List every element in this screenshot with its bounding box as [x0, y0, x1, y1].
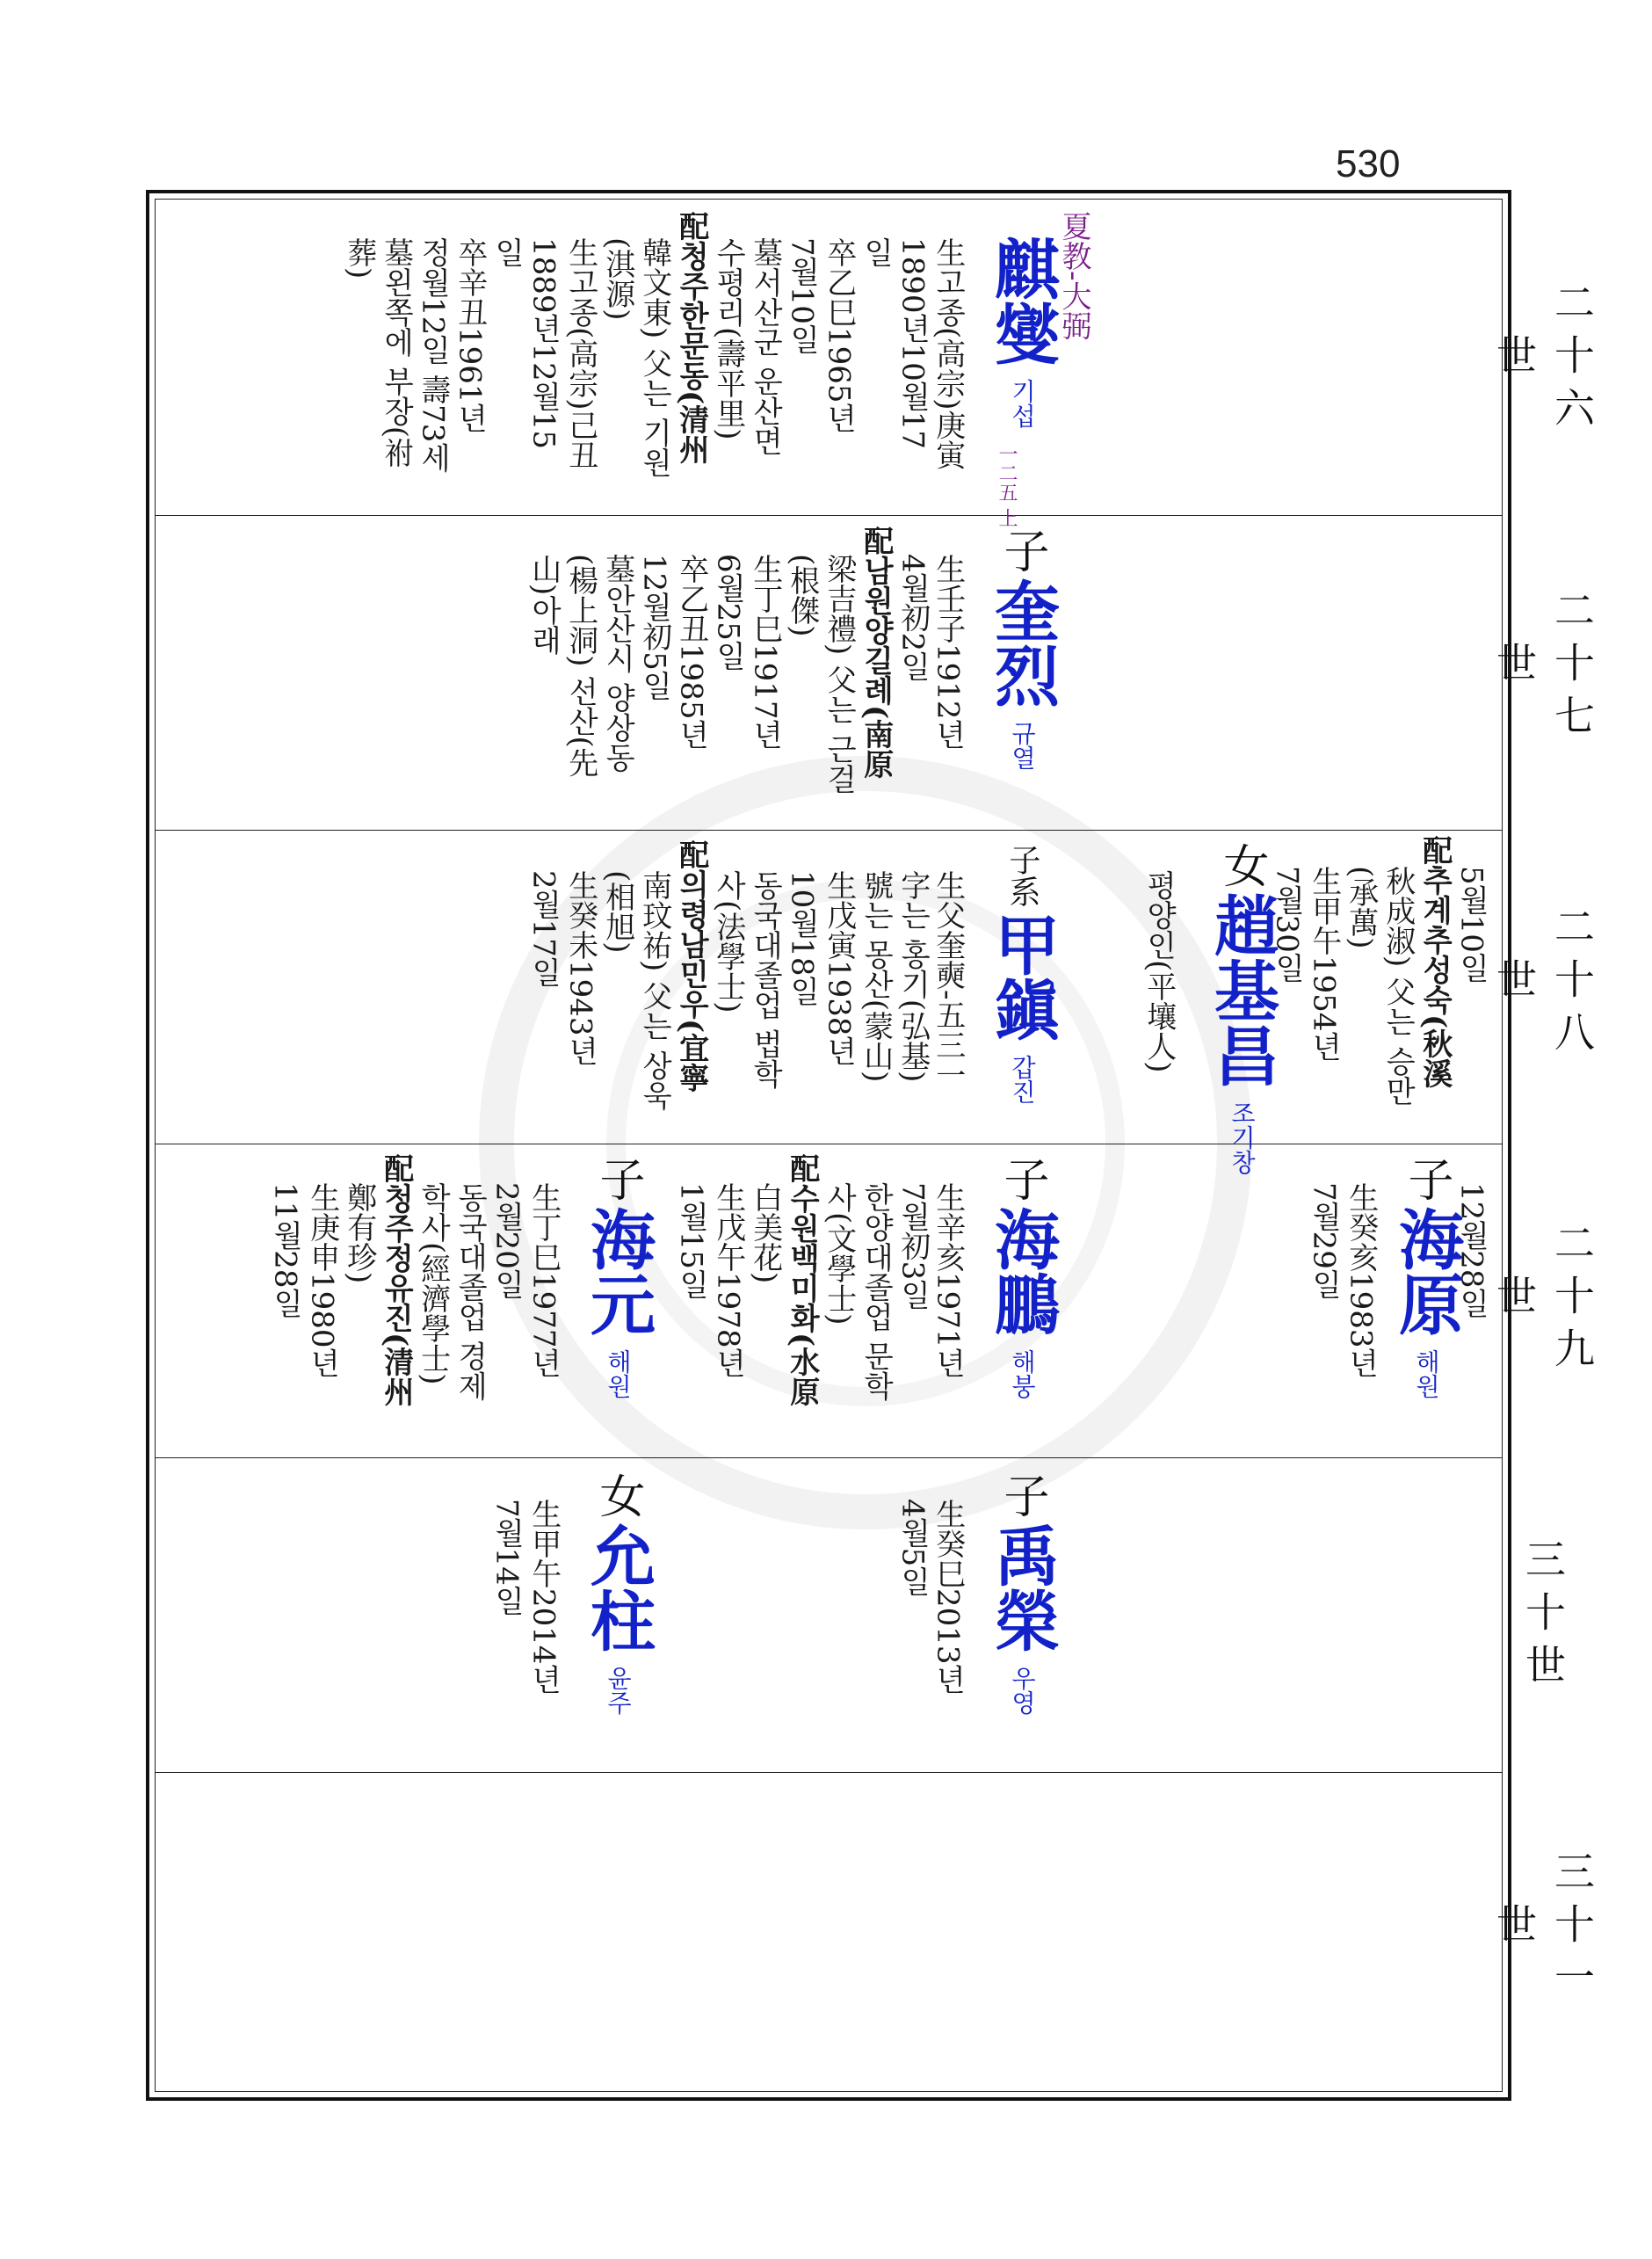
spouse-line: 2월17일	[525, 870, 562, 987]
record-line: 字는 홍기(弘基)	[895, 870, 931, 1083]
name-reading: 해원	[1412, 1349, 1441, 1399]
record-line: 生고종(高宗)庚寅	[930, 237, 966, 470]
spouse-line: (淇源)	[599, 237, 635, 321]
generation-label: 二十七世	[1490, 589, 1596, 747]
spouse-line: 1월15일	[673, 1182, 709, 1299]
generation-label: 二十六世	[1490, 281, 1596, 439]
name-hanja: 奎烈	[984, 577, 1060, 708]
spouse-line: 南玟祐) 父는 상욱	[636, 870, 672, 1110]
record-line: 生父奎奭-五三一	[930, 870, 966, 1090]
generation-label: 三十世	[1519, 1538, 1567, 1696]
relation-label: 子	[996, 527, 1048, 573]
record-line: 한양대졸업 문학	[858, 1182, 894, 1401]
page-number: 530	[1336, 142, 1401, 185]
record-line: 12월28일	[1453, 1182, 1489, 1318]
spouse-title: 配수원백미화(水原	[784, 1153, 820, 1407]
spouse-line: 일	[489, 237, 525, 267]
row-divider	[155, 515, 1503, 516]
name-reading: 해원	[604, 1349, 633, 1399]
person-name-uyeong	[975, 1472, 1069, 1715]
record-line: 1890년10월17	[895, 237, 931, 450]
record-line: 生甲午2014년	[525, 1499, 562, 1695]
name-reading: 기섭	[1008, 379, 1037, 429]
relation-label: 女	[591, 1472, 644, 1518]
record-line: 일	[858, 237, 894, 267]
record-line: 生癸巳2013년	[930, 1499, 966, 1695]
name-hanja: 禹榮	[984, 1522, 1060, 1653]
generation-label: 三十一世	[1490, 1850, 1596, 2008]
spouse-line: 7월30일	[1269, 866, 1305, 983]
record-line: 동국대졸업 법학	[747, 870, 783, 1089]
person-name-haewon-2	[571, 1156, 664, 1398]
spouse-line: 6월25일	[710, 554, 746, 671]
name-reading: 우영	[1008, 1666, 1037, 1716]
spouse-line: (根傑)	[784, 554, 820, 637]
record-line: 10월18일	[784, 870, 820, 1006]
record-line: 5월10일	[1453, 866, 1489, 983]
generation-label: 二十九世	[1490, 1222, 1596, 1380]
name-hanja: 允柱	[580, 1522, 656, 1653]
spouse-title: 配남원양길례(南原	[858, 526, 894, 780]
relation-label: 子	[1400, 1156, 1453, 1202]
record-line: 墓서산군 운산면	[747, 237, 783, 456]
spouse-line: 정월12일 壽73세	[415, 237, 451, 473]
spouse-line: 秋成淑) 父는 승만	[1380, 866, 1416, 1106]
record-line: 4월5일	[895, 1499, 931, 1597]
name-reading: 규열	[1008, 721, 1037, 771]
spouse-line: 卒乙丑1985년	[673, 554, 709, 750]
spouse-line: 11월28일	[267, 1182, 303, 1318]
name-reading: 윤주	[604, 1666, 633, 1716]
spouse-title: 配청주정유진(清州	[378, 1153, 414, 1407]
relation-label: 子	[996, 1472, 1048, 1518]
spouse-line: 墓안산시 양상동	[599, 554, 635, 773]
person-name-kiseop	[975, 236, 1069, 428]
record-line: 학사(經濟學士)	[415, 1182, 451, 1385]
spouse-line: (承萬)	[1343, 866, 1379, 949]
spouse-line: 生癸未1943년	[562, 870, 598, 1066]
generation-label: 二十八世	[1490, 905, 1596, 1064]
spouse-line: 生甲午1954년	[1306, 866, 1342, 1062]
name-hanja: 海元	[580, 1206, 656, 1337]
spouse-line: 生고종(高宗)己丑	[562, 237, 598, 470]
row-divider	[155, 1457, 1503, 1458]
name-reading: 갑진	[1008, 1055, 1037, 1105]
name-hanja: 海原	[1388, 1206, 1464, 1337]
spouse-title: 配추계추성숙(秋溪	[1417, 835, 1453, 1089]
record-line: 生辛亥1971년	[930, 1182, 966, 1378]
record-line: 평양인(平壤人)	[1141, 870, 1177, 1073]
name-hanja: 麒燮	[984, 236, 1060, 366]
name-hanja: 甲鎭	[984, 912, 1060, 1042]
spouse-line: 鄭有珍)	[341, 1182, 377, 1284]
person-name-yunju	[571, 1472, 664, 1715]
spouse-title: 配청주한문동(清州	[673, 211, 709, 465]
record-line: 사(法學士)	[710, 870, 746, 1013]
record-line: 7월14일	[489, 1499, 525, 1616]
record-line: 卒乙巳1965년	[821, 237, 857, 433]
spouse-line: 山)아래	[525, 554, 562, 656]
relation-label: 子	[591, 1156, 644, 1202]
name-reading: 조기창	[1228, 1100, 1257, 1175]
volume-note: 一二五 上	[996, 444, 1018, 527]
spouse-line: 生庚申1980년	[304, 1182, 340, 1378]
record-line: 동국대졸업 경제	[452, 1182, 488, 1401]
spouse-line: 墓왼쪽에 부장(祔	[378, 237, 414, 469]
record-line: 7월初3일	[895, 1182, 931, 1311]
record-line: 4월初2일	[895, 554, 931, 682]
person-name-haebung	[975, 1156, 1069, 1398]
record-line: 生戊寅1938년	[821, 870, 857, 1066]
record-line: 수평리(壽平里)	[710, 237, 746, 440]
name-reading: 해붕	[1008, 1349, 1037, 1399]
record-line: 2월20일	[489, 1182, 525, 1299]
name-hanja: 趙基昌	[1204, 892, 1279, 1088]
lineage-note: 夏教-大弼	[1056, 211, 1091, 341]
spouse-line: 12월初5일	[636, 554, 672, 701]
spouse-title: 配의령남민우(宜寧	[673, 839, 709, 1093]
spouse-line: 卒辛丑1961년	[452, 237, 488, 433]
spouse-line: 生戊午1978년	[710, 1182, 746, 1378]
spouse-line: 生丁巳1917년	[747, 554, 783, 750]
record-line: 7월10일	[784, 237, 820, 354]
relation-label: 子系	[1004, 844, 1040, 907]
spouse-line: 韓文東) 父는 기원	[636, 237, 672, 477]
relation-label: 子	[996, 1156, 1048, 1202]
row-divider	[155, 830, 1503, 831]
person-name-gyuyeol	[975, 527, 1069, 770]
record-line: 生壬子1912년	[930, 554, 966, 750]
spouse-line: (相旭)	[599, 870, 635, 954]
spouse-line: 梁吉禮) 父는 근걸	[821, 554, 857, 794]
name-hanja: 海鵬	[984, 1206, 1060, 1337]
spouse-line: 葬)	[341, 237, 377, 280]
spouse-line: 1889년12월15	[525, 237, 562, 450]
record-line: 7월29일	[1306, 1182, 1342, 1299]
spouse-line: 白美花)	[747, 1182, 783, 1284]
person-name-gapjin	[975, 844, 1069, 1104]
record-line: 號는 몽산(蒙山)	[858, 870, 894, 1083]
record-line: 生丁巳1977년	[525, 1182, 562, 1378]
row-divider	[155, 1772, 1503, 1773]
person-name-jogichang	[1195, 842, 1288, 1174]
inner-frame	[155, 199, 1503, 2092]
person-name-haewon	[1380, 1156, 1473, 1398]
spouse-line: (楊上洞) 선산(先	[562, 554, 598, 778]
record-line: 사(文學士)	[821, 1182, 857, 1326]
relation-label: 女	[1215, 842, 1268, 888]
record-line: 生癸亥1983년	[1343, 1182, 1379, 1378]
